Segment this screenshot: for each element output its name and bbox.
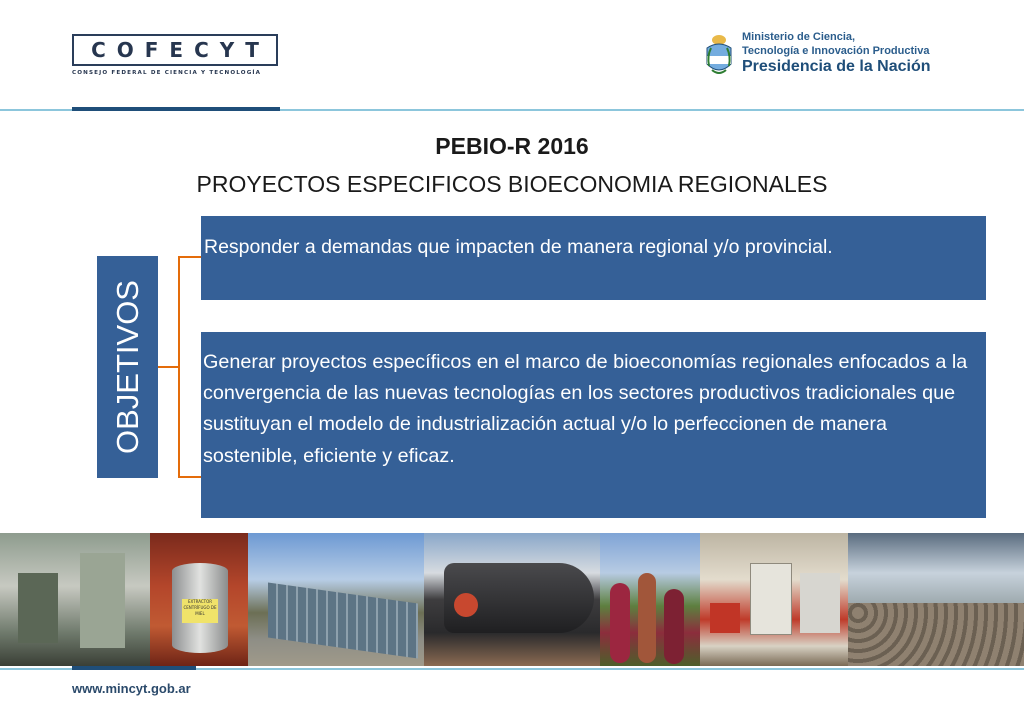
photo-strip (0, 533, 1024, 666)
cofecyt-logo-subtitle: CONSEJO FEDERAL DE CIENCIA Y TECNOLOGÍA (72, 70, 262, 76)
ministry-name-line2: Tecnología e Innovación Productiva (742, 45, 930, 57)
ministry-name-line3: Presidencia de la Nación (742, 58, 931, 75)
slide-title: PEBIO-R 2016 (435, 133, 589, 159)
connector-line (158, 366, 178, 368)
objective-card-2: Generar proyectos específicos en el marco de bioeconomías regionales enfocados a la convergencia de las nuevas tecnologías en los sectores productivos tradicionales que sustituyan el modelo de industrialización actual y/o lo perfeccionen de manera sostenible, eficiente y eficaz. (201, 332, 986, 518)
cofecyt-logo-word: COFECYT (91, 38, 270, 62)
quinoa-field-photo (600, 533, 700, 666)
factory-interior-photo (0, 533, 150, 666)
connector-line (178, 256, 180, 478)
extractor-label: EXTRACTOR CENTRÍFUGO DE MIEL (182, 599, 218, 623)
laboratory-photo (700, 533, 848, 666)
connector-line (178, 476, 202, 478)
objective-card-1: Responder a demandas que impacten de manera regional y/o provincial. (201, 216, 986, 300)
greenhouse-photo (848, 533, 1024, 666)
solar-panel-field-photo (248, 533, 424, 666)
argentina-seal-icon (703, 32, 735, 78)
header-divider-accent (72, 107, 280, 111)
connector-line (178, 256, 202, 258)
objectives-label: OBJETIVOS (109, 280, 145, 454)
cofecyt-logo (72, 34, 278, 66)
ministry-name-line1: Ministerio de Ciencia, (742, 31, 856, 43)
footer-url: www.mincyt.gob.ar (72, 681, 191, 696)
footer-divider-accent (72, 666, 196, 670)
industrial-tank-photo (424, 533, 600, 666)
extractor-machine-photo (150, 533, 248, 666)
slide-subtitle: PROYECTOS ESPECIFICOS BIOECONOMIA REGIONALES (196, 171, 828, 197)
